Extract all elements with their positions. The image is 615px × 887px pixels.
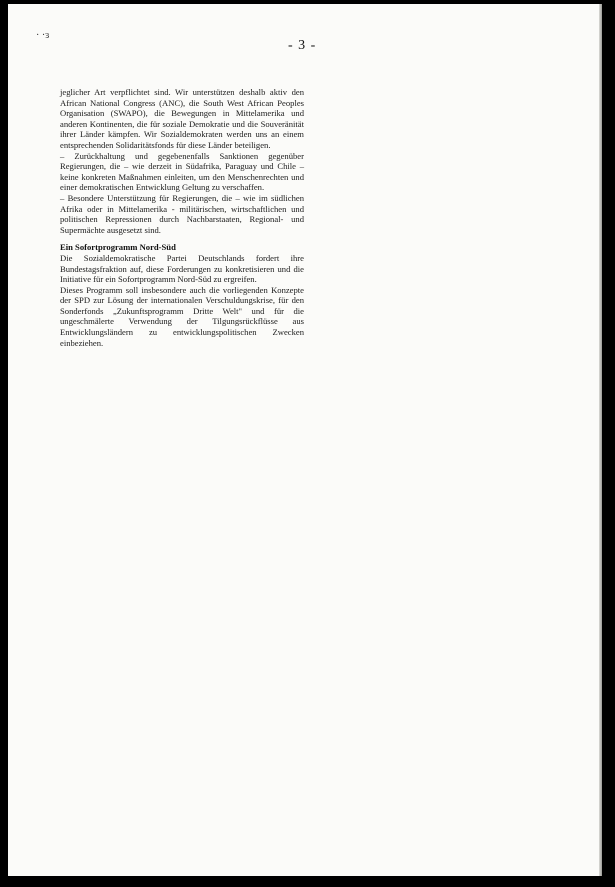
paragraph-special-support: – Besondere Unterstützung für Regierungen, die – wie im südlichen Afrika oder in Mittelamerika - militärischen, wirtschaftlichen und politischen Repressionen durch Nachbarstaaten, Regional- und Supermächte ausgesetzt sind.: [60, 192, 304, 235]
text-column: [60, 87, 304, 348]
document-page: [8, 4, 602, 876]
paragraph-support-movements: jeglicher Art verpflichtet sind. Wir unterstützen deshalb aktiv den African National Congress (ANC), die South West African Peoples Organisation (SWAPO), die Bewegungen in Mittelamerika und anderen Kontinenten, die für soziale Demokratie und die Souveränität ihrer Länder kämpfen. Wir Sozialdemokraten werden uns an einem entsprechenden Solidaritätsfonds für diese Länder beteiligen.: [60, 87, 304, 150]
paragraph-program-scope: Dieses Programm soll insbesondere auch die vorliegenden Konzepte der SPD zur Lösung der internationalen Verschuldungskrise, für den Sonderfonds „Zukunftsprogramm Dritte Welt" und für die ungeschmälerte Verwendung der Tilgungsrückflüsse aus Entwicklungsländern zu entwicklungspolitischen Zwecken einbeziehen.: [60, 284, 304, 348]
section-heading: Ein Sofortprogramm Nord-Süd: [60, 242, 176, 253]
paragraph-spd-demand: Die Sozialdemokratische Partei Deutschlands fordert ihre Bundestagsfraktion auf, diese Forderungen zu konkretisieren und die Initiative für ein Sofortprogramm Nord-Süd zu ergreifen.: [60, 252, 304, 285]
scan-speck-mark: · ·ɜ: [36, 30, 50, 41]
page-number: - 3 -: [288, 38, 317, 53]
page-edge-shadow: [599, 4, 602, 876]
paragraph-sanctions: – Zurückhaltung und gegebenenfalls Sanktionen gegenüber Regierungen, die – wie derzeit in Südafrika, Paraguay und Chile – keine konkreten Maßnahmen einleiten, um den Menschenrechten und einer demokratischen Entwicklung Geltung zu verschaffen.: [60, 150, 304, 193]
